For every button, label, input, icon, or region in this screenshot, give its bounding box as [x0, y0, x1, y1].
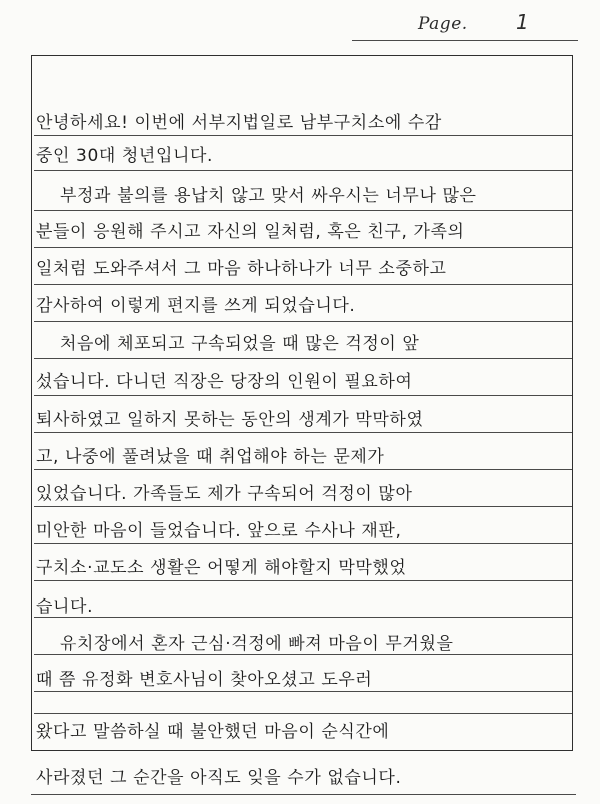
letter-line: 부정과 불의를 용납치 않고 맞서 싸우시는 너무나 많은 — [60, 186, 477, 206]
letter-line: 감사하여 이렇게 편지를 쓰게 되었습니다. — [36, 296, 356, 316]
letter-line: 유치장에서 혼자 근심·걱정에 빠져 마음이 무거웠을 — [60, 634, 454, 654]
letter-line: 안녕하세요! 이번에 서부지법일로 남부구치소에 수감 — [36, 113, 442, 133]
letter-line: 섰습니다. 다니던 직장은 당장의 인원이 필요하여 — [36, 372, 413, 392]
letter-line: 사라졌던 그 순간을 아직도 잊을 수가 없습니다. — [36, 768, 402, 788]
letter-line: 있었습니다. 가족들도 제가 구속되어 걱정이 많아 — [36, 484, 413, 504]
letter-line: 고, 나중에 풀려났을 때 취업해야 하는 문제가 — [36, 447, 385, 467]
page-label: Page. — [418, 14, 468, 34]
letter-line: 미안한 마음이 들었습니다. 앞으로 수사나 재판, — [36, 521, 402, 541]
letter-line: 퇴사하였고 일하지 못하는 동안의 생계가 막막하였 — [36, 410, 424, 430]
letter-line: 왔다고 말씀하실 때 불안했던 마음이 순식간에 — [36, 722, 390, 742]
letter-line: 분들이 응원해 주시고 자신의 일처럼, 혹은 친구, 가족의 — [36, 222, 465, 242]
letter-line: 일처럼 도와주셔서 그 마음 하나하나가 너무 소중하고 — [36, 259, 447, 279]
letter-line: 때 쯤 유정화 변호사님이 찾아오셨고 도우러 — [36, 670, 373, 690]
letter-line: 중인 30대 청년입니다. — [36, 146, 214, 166]
letter-line: 구치소·교도소 생활은 어떻게 해야할지 막막했었 — [36, 558, 407, 578]
letter-line: 처음에 체포되고 구속되었을 때 많은 걱정이 앞 — [60, 334, 420, 354]
page-number: 1 — [516, 10, 529, 34]
letter-line: 습니다. — [36, 597, 94, 617]
